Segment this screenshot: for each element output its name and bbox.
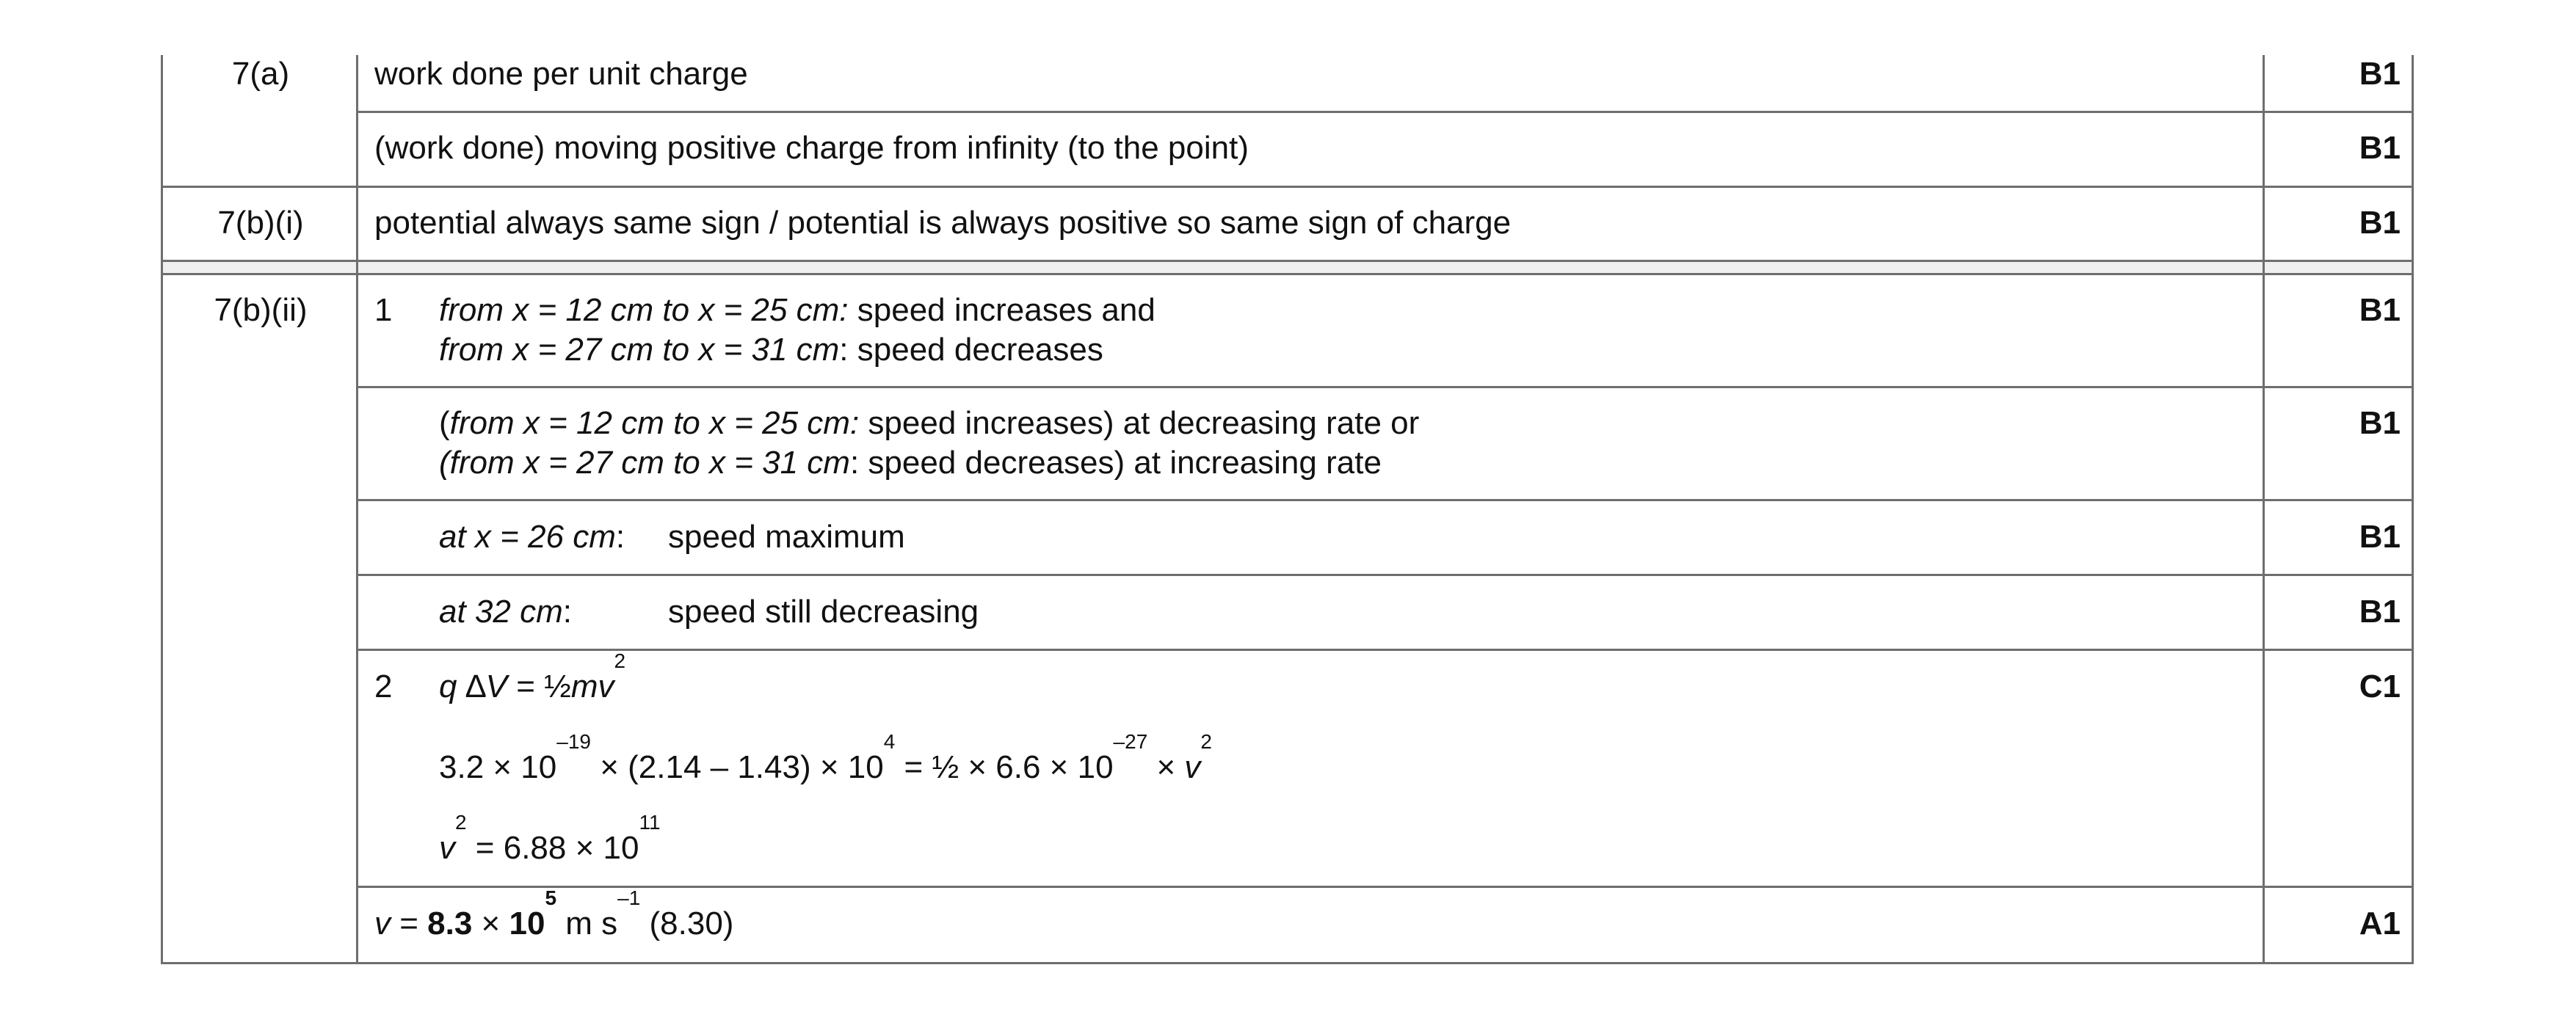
answer-line [439, 330, 1103, 370]
row-divider [161, 260, 2414, 262]
mark: A1 [2359, 906, 2401, 941]
answer-line [439, 291, 1155, 330]
eq-symbol: v [1184, 749, 1201, 785]
eq-symbol: v [374, 906, 391, 941]
eq-text: ∆ [457, 669, 486, 704]
answer-alternative: (8.30) [640, 906, 734, 941]
answer-text: speed maximum [668, 519, 905, 555]
answer-italic: from x = 27 cm to x = 31 cm [439, 332, 840, 368]
eq-text: = ½ [507, 669, 571, 704]
mark: B1 [2359, 56, 2401, 92]
mark: C1 [2359, 669, 2401, 704]
eq-exponent: 2 [614, 649, 626, 672]
eq-symbol: q [439, 669, 457, 704]
mark: B1 [2359, 205, 2401, 241]
row-divider [161, 273, 2414, 275]
answer-italic: (from x = 27 cm to x = 31 cm [439, 445, 850, 481]
section-separator [161, 261, 2413, 273]
answer-italic: from x = 12 cm to x = 25 cm: [439, 292, 849, 328]
answer-line [439, 404, 1419, 443]
question-number: 7(a) [231, 56, 290, 92]
mark: B1 [2359, 405, 2401, 441]
answer-value [509, 886, 557, 941]
answer-text: (work done) moving positive charge from infinity (to the point) [374, 130, 1249, 166]
eq-text: = ½ × 6.6 × 10 [895, 749, 1114, 785]
answer-text: : speed decreases) at increasing rate [849, 445, 1382, 481]
equation-line [439, 730, 1212, 787]
question-number: 7(b)(ii) [214, 292, 308, 328]
answer-text: speed increases and [848, 292, 1155, 328]
eq-symbol: v [439, 830, 455, 866]
eq-symbol: V [485, 669, 507, 704]
answer-label [439, 517, 625, 557]
eq-exponent: –27 [1113, 730, 1148, 753]
answer-italic: from x = 12 cm to x = 25 cm: [449, 405, 860, 441]
eq-text: = 6.88 × 10 [466, 830, 639, 866]
answer-text: : [615, 519, 625, 555]
answer-power-base: 10 [509, 906, 545, 941]
answer-italic: at x = 26 cm [439, 519, 616, 555]
answer-text: work done per unit charge [374, 56, 748, 92]
answer-text: : [562, 594, 572, 630]
mark: B1 [2359, 292, 2401, 328]
column-divider-question [356, 55, 358, 964]
answer-unit: m s [556, 906, 618, 941]
eq-exponent: 4 [883, 730, 896, 753]
answer-text: ( [439, 405, 450, 441]
part-number: 2 [374, 669, 393, 704]
answer-text: : speed decreases [839, 332, 1103, 368]
row-divider [356, 111, 2414, 113]
eq-text: × (2.14 – 1.43) × 10 [590, 749, 884, 785]
column-divider-answer [2263, 55, 2265, 964]
table-border-left [161, 55, 163, 964]
mark: B1 [2359, 519, 2401, 555]
answer-label [439, 592, 572, 632]
answer-value: 8.3 [427, 906, 473, 941]
answer-text: potential always same sign / potential is always positive so same sign of charge [374, 205, 1512, 241]
mark: B1 [2359, 130, 2401, 166]
eq-exponent: 11 [639, 811, 661, 834]
eq-exponent: 2 [1200, 730, 1212, 753]
eq-symbol: mv [570, 669, 614, 704]
answer-text: speed increases) at decreasing rate or [859, 405, 1420, 441]
part-number: 1 [374, 292, 393, 328]
eq-exponent: 2 [455, 811, 467, 834]
row-divider [161, 186, 2414, 188]
answer-text: speed still decreasing [668, 594, 979, 630]
row-divider [356, 499, 2414, 501]
row-divider [356, 886, 2414, 888]
table-border-bottom [161, 962, 2414, 964]
answer-italic: at 32 cm [439, 594, 563, 630]
eq-text: 3.2 × 10 [439, 749, 557, 785]
eq-text: = [391, 906, 428, 941]
mark: B1 [2359, 594, 2401, 630]
eq-exponent: 5 [545, 886, 557, 909]
row-divider [356, 386, 2414, 388]
equation-line [439, 811, 661, 868]
eq-text: × [1147, 749, 1185, 785]
final-answer [374, 886, 734, 944]
table-border-right [2412, 55, 2414, 964]
eq-exponent: –1 [617, 886, 641, 909]
eq-exponent: –19 [556, 730, 591, 753]
equation-line [439, 649, 626, 707]
eq-text: × [472, 906, 509, 941]
question-number: 7(b)(i) [217, 205, 304, 241]
answer-line [439, 443, 1382, 483]
row-divider [356, 649, 2414, 651]
row-divider [356, 574, 2414, 576]
